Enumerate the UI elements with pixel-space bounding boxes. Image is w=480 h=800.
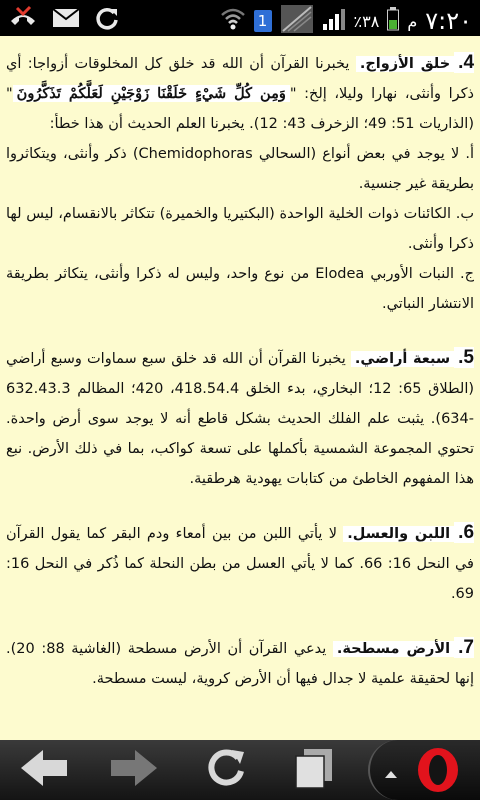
- article-item-4: [6, 48, 474, 319]
- wifi-icon: [220, 7, 246, 35]
- item-number: 5.: [454, 347, 474, 368]
- back-button[interactable]: [14, 746, 74, 794]
- item-body: يدعي القرآن أن الأرض مسطحة (الغاشية 88: 20). إنها لحقيقة علمية لا جدال فيها أن الأرض كروية، ليست مسطحة.: [6, 641, 474, 687]
- item-body: يخبرنا القرآن أن الله قد خلق سبع سماوات وسبع أراضي (الطلاق 65: 12؛ البخاري، بدء الخلق 418.54.4، 420؛ المظالم 632.43.3 -634). يثبت علم الفلك الحديث بشكل قاطع أنه لا يوجد سوى أرض واحدة. تحتوي المجموعة الشمسية بأكملها على تسعة كواكب، بما في ذلك الأرض. نبع هذا المفهوم الخاطئ من كتابات يهودية هرطقية.: [6, 351, 474, 487]
- system-indicators: [220, 4, 472, 38]
- clock-time: ٧:٢٠: [425, 7, 472, 35]
- item-number: 4.: [454, 52, 474, 73]
- article-body: [0, 36, 480, 694]
- item-title: سبعة أراضي.: [351, 351, 454, 367]
- forward-button[interactable]: [104, 746, 164, 794]
- tabs-button[interactable]: [284, 746, 344, 794]
- reload-icon: [204, 746, 248, 794]
- reload-button[interactable]: [196, 746, 256, 794]
- sync-icon: [94, 5, 120, 35]
- quran-verse: وَمِن كُلِّ شَيْءٍ خَلَقْنَا زَوْجَيْنِ لَعَلَّكُمْ تَذَكَّرُونَ: [13, 85, 290, 102]
- sub-item-c: ج. النبات الأوربي Elodea من نوع واحد، وليس له ذكرا وأنثى، يتكاثر بطريقة الانتشار النباتي.: [6, 266, 474, 312]
- forward-arrow-icon: [109, 748, 159, 792]
- signal-strength-icon: [322, 7, 346, 35]
- email-icon: [52, 7, 80, 33]
- item-body: يخبرنا القرآن أن الله قد خلق كل المخلوقات أزواجا: أي ذكرا وأنثى، نهارا وليلا، إلخ: ": [6, 56, 474, 102]
- battery-percent: ٣٨٪: [353, 11, 380, 31]
- web-content[interactable]: [0, 36, 480, 740]
- time-period: م: [407, 11, 418, 31]
- notification-icons: [8, 5, 120, 35]
- item-number: 7.: [454, 637, 474, 658]
- notification-count-badge: 1: [254, 10, 272, 32]
- menu-up-arrow-icon: [384, 764, 398, 783]
- item-body-continued: " (الذاريات 51: 49؛ الزخرف 43: 12). يخبرنا العلم الحديث أن هذا خطأ:: [6, 86, 474, 132]
- item-title: خلق الأزواج.: [356, 56, 454, 72]
- status-bar: [0, 0, 480, 36]
- article-item-5: [6, 343, 474, 494]
- no-signal-box-icon: [280, 4, 314, 38]
- item-number: 6.: [454, 522, 474, 543]
- missed-call-icon: [8, 5, 38, 35]
- opera-menu-button[interactable]: [368, 740, 480, 800]
- back-arrow-icon: [19, 748, 69, 792]
- article-item-7: [6, 633, 474, 694]
- opera-logo-icon: [414, 746, 462, 798]
- tabs-icon: [294, 747, 334, 793]
- item-title: اللبن والعسل.: [343, 526, 454, 542]
- item-title: الأرض مسطحة.: [333, 641, 454, 657]
- browser-toolbar: [0, 740, 480, 800]
- item-body: لا يأتي اللبن من بين أمعاء ودم البقر كما يقول القرآن في النحل 16: 66. كما لا يأتي العسل من بطن النحلة كما ذُكر في النحل 16: 69.: [6, 526, 474, 602]
- battery-icon: [387, 7, 399, 35]
- sub-item-a: أ. لا يوجد في بعض أنواع (السحالي Chemidophoras) ذكر وأنثى، ويتكاثروا بطريقة غير جنسية.: [6, 146, 475, 192]
- sub-item-b: ب. الكائنات ذوات الخلية الواحدة (البكتيريا والخميرة) تتكاثر بالانقسام، ليس لها ذكرا وأنثى.: [6, 206, 474, 252]
- article-item-6: [6, 518, 474, 609]
